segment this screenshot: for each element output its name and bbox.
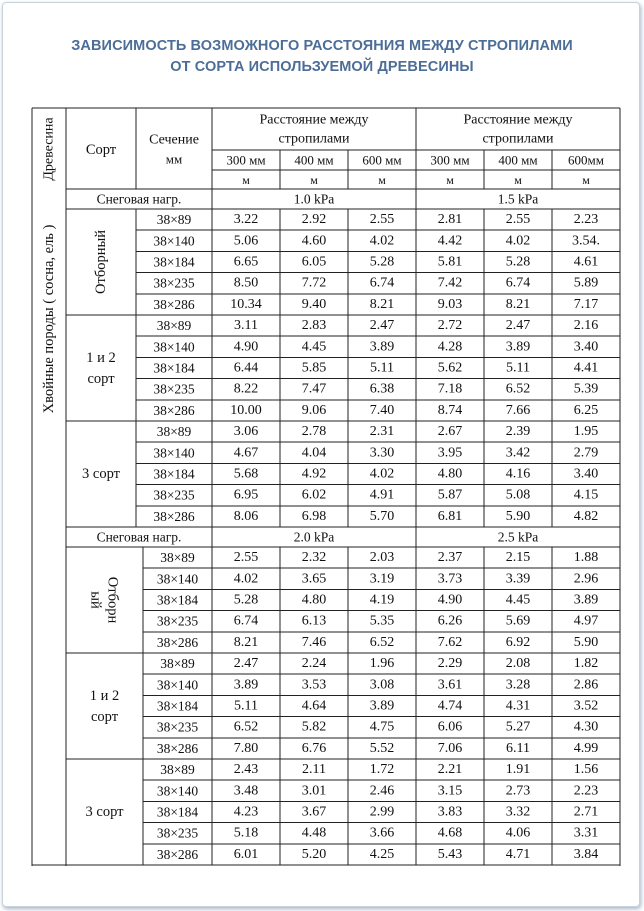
value-cell: 6.74 (505, 275, 531, 291)
section-cell: 38×184 (153, 360, 195, 376)
unit-label: м (242, 173, 250, 187)
value-cell: 4.90 (437, 592, 463, 608)
snow-load-value-right: 2.5 kPa (497, 529, 539, 545)
value-cell: 3.42 (505, 445, 531, 461)
value-cell: 4.04 (301, 445, 327, 461)
value-cell: 4.91 (369, 487, 395, 503)
title-line-2: ОТ СОРТА ИСПОЛЬЗУЕМОЙ ДРЕВЕСИНЫ (170, 59, 474, 75)
value-cell: 2.83 (301, 318, 327, 334)
value-cell: 7.66 (505, 402, 531, 418)
value-cell: 4.64 (301, 698, 327, 714)
value-cell: 2.67 (437, 424, 463, 440)
grade-label: 3 сорт (85, 804, 124, 820)
value-cell: 1.72 (369, 762, 395, 778)
section-cell: 38×89 (156, 318, 192, 334)
value-cell: 5.06 (233, 233, 259, 249)
value-cell: 2.21 (437, 762, 463, 778)
value-cell: 4.60 (301, 233, 327, 249)
value-cell: 5.11 (506, 360, 530, 376)
section-cell: 38×140 (153, 339, 195, 355)
value-cell: 5.89 (573, 275, 599, 291)
wood-header: Древесина (41, 117, 57, 181)
spacing-col-2: 400 мм (294, 152, 334, 168)
value-cell: 4.74 (437, 698, 463, 714)
value-cell: 7.72 (301, 275, 327, 291)
value-cell: 6.98 (301, 508, 327, 524)
spacing-col-1: 300 мм (226, 152, 266, 168)
value-cell: 5.43 (437, 846, 463, 862)
value-cell: 6.44 (233, 360, 259, 376)
section-cell: 38×89 (156, 424, 192, 440)
title-line-1: ЗАВИСИМОСТЬ ВОЗМОЖНОГО РАССТОЯНИЯ МЕЖДУ СТРОПИЛАМИ (71, 38, 573, 54)
section-header-line1: Сечение (149, 132, 199, 148)
value-cell: 5.68 (233, 466, 259, 482)
value-cell: 8.22 (233, 381, 259, 397)
value-cell: 6.81 (437, 508, 463, 524)
spacing-header-left-line2: стропилами (278, 131, 350, 147)
section-cell: 38×235 (156, 613, 199, 629)
section-cell: 38×140 (153, 445, 195, 461)
value-cell: 2.16 (573, 318, 599, 334)
value-cell: 3.48 (233, 783, 259, 799)
spacing-col-3: 600 мм (362, 152, 402, 168)
value-cell: 2.96 (573, 571, 599, 587)
value-cell: 8.21 (369, 296, 395, 312)
value-cell: 4.06 (505, 825, 531, 841)
value-cell: 2.43 (233, 762, 259, 778)
section-header-line2: мм (165, 151, 183, 167)
section-cell: 38×184 (153, 254, 195, 270)
grade-label-line1: Отборн (104, 576, 121, 624)
value-cell: 5.20 (301, 846, 327, 862)
value-cell: 2.71 (573, 804, 599, 820)
value-cell: 9.06 (301, 402, 327, 418)
section-cell: 38×140 (153, 233, 195, 249)
value-cell: 3.84 (573, 846, 599, 862)
value-cell: 5.27 (505, 719, 531, 735)
grade-label-line2: ый (87, 591, 104, 609)
value-cell: 5.39 (573, 381, 599, 397)
value-cell: 2.24 (301, 656, 327, 672)
species-label: Хвойные породы ( сосна, ель ) (41, 224, 57, 414)
value-cell: 4.02 (233, 571, 259, 587)
value-cell: 6.01 (233, 846, 259, 862)
value-cell: 3.28 (505, 677, 531, 693)
value-cell: 4.02 (505, 233, 531, 249)
section-cell: 38×184 (153, 466, 195, 482)
value-cell: 5.69 (505, 613, 531, 629)
value-cell: 2.86 (573, 677, 599, 693)
value-cell: 3.89 (369, 339, 395, 355)
value-cell: 6.95 (233, 487, 259, 503)
section-cell: 38×235 (153, 381, 195, 397)
value-cell: 10.34 (230, 296, 262, 312)
value-cell: 5.90 (573, 634, 599, 650)
value-cell: 6.26 (437, 613, 463, 629)
value-cell: 4.45 (505, 592, 531, 608)
value-cell: 3.66 (369, 825, 395, 841)
unit-label: м (582, 173, 590, 187)
value-cell: 5.52 (369, 740, 395, 756)
value-cell: 3.73 (437, 571, 463, 587)
table-cells (41, 113, 604, 862)
value-cell: 5.18 (233, 825, 259, 841)
value-cell: 2.55 (233, 550, 259, 566)
section-cell: 38×89 (156, 212, 192, 228)
snow-load-value-left: 2.0 kPa (293, 529, 335, 545)
value-cell: 7.17 (573, 296, 599, 312)
section-cell: 38×286 (153, 402, 195, 418)
value-cell: 6.52 (369, 634, 395, 650)
value-cell: 6.02 (301, 487, 327, 503)
section-cell: 38×235 (156, 719, 199, 735)
value-cell: 4.16 (505, 466, 531, 482)
value-cell: 2.73 (505, 783, 531, 799)
value-cell: 6.74 (233, 613, 259, 629)
value-cell: 3.89 (369, 698, 395, 714)
value-cell: 2.08 (505, 656, 531, 672)
value-cell: 2.55 (369, 212, 395, 228)
section-cell: 38×140 (156, 571, 199, 587)
value-cell: 3.19 (369, 571, 395, 587)
value-cell: 4.67 (233, 445, 259, 461)
value-cell: 4.90 (233, 339, 259, 355)
value-cell: 8.50 (233, 275, 259, 291)
value-cell: 7.40 (369, 402, 395, 418)
value-cell: 8.21 (233, 634, 259, 650)
value-cell: 3.01 (301, 783, 327, 799)
value-cell: 1.96 (369, 656, 395, 672)
section-cell: 38×184 (156, 592, 199, 608)
value-cell: 7.18 (437, 381, 463, 397)
value-cell: 1.56 (573, 762, 599, 778)
spacing-header-left-line1: Расстояние между (259, 112, 369, 128)
value-cell: 3.95 (437, 445, 463, 461)
value-cell: 4.42 (437, 233, 463, 249)
value-cell: 5.70 (369, 508, 395, 524)
section-cell: 38×235 (156, 825, 199, 841)
value-cell: 2.46 (369, 783, 395, 799)
value-cell: 3.30 (369, 445, 395, 461)
value-cell: 3.54. (572, 233, 600, 249)
value-cell: 2.92 (301, 212, 327, 228)
value-cell: 5.28 (505, 254, 531, 270)
value-cell: 3.61 (437, 677, 463, 693)
value-cell: 2.03 (369, 550, 395, 566)
value-cell: 4.80 (437, 466, 463, 482)
value-cell: 1.91 (505, 762, 531, 778)
value-cell: 5.87 (437, 487, 463, 503)
value-cell: 6.74 (369, 275, 395, 291)
value-cell: 4.15 (573, 487, 599, 503)
value-cell: 3.15 (437, 783, 463, 799)
value-cell: 6.92 (505, 634, 531, 650)
value-cell: 7.62 (437, 634, 463, 650)
grade-label-line2: сорт (87, 371, 115, 387)
spacing-header-right-line1: Расстояние между (463, 112, 573, 128)
value-cell: 4.99 (573, 740, 599, 756)
value-cell: 2.79 (573, 445, 599, 461)
value-cell: 7.06 (437, 740, 463, 756)
section-cell: 38×140 (156, 677, 199, 693)
value-cell: 8.06 (233, 508, 259, 524)
section-cell: 38×89 (160, 762, 195, 778)
spacing-col-5: 400 мм (498, 152, 538, 168)
value-cell: 6.06 (437, 719, 463, 735)
section-cell: 38×140 (156, 783, 199, 799)
section-cell: 38×184 (156, 698, 199, 714)
value-cell: 7.46 (301, 634, 327, 650)
grade-label-line2: сорт (90, 709, 119, 725)
value-cell: 4.82 (573, 508, 599, 524)
spacing-col-6: 600мм (568, 152, 604, 168)
grade-label: Отборный (93, 230, 109, 294)
value-cell: 4.48 (301, 825, 327, 841)
value-cell: 6.13 (301, 613, 327, 629)
unit-label: м (514, 173, 522, 187)
value-cell: 3.53 (301, 677, 327, 693)
grade-label-line1: 1 и 2 (89, 688, 120, 704)
value-cell: 3.39 (505, 571, 531, 587)
value-cell: 5.82 (301, 719, 327, 735)
value-cell: 4.41 (573, 360, 599, 376)
grade-label: 3 сорт (82, 466, 120, 482)
value-cell: 4.23 (233, 804, 259, 820)
value-cell: 4.75 (369, 719, 395, 735)
unit-label: м (310, 173, 318, 187)
value-cell: 2.37 (437, 550, 463, 566)
value-cell: 4.19 (369, 592, 395, 608)
value-cell: 5.85 (301, 360, 327, 376)
value-cell: 7.80 (233, 740, 259, 756)
grade-label-line1: 1 и 2 (86, 350, 116, 366)
value-cell: 4.97 (573, 613, 599, 629)
value-cell: 4.30 (573, 719, 599, 735)
value-cell: 4.80 (301, 592, 327, 608)
value-cell: 2.81 (437, 212, 463, 228)
value-cell: 5.62 (437, 360, 463, 376)
section-cell: 38×286 (153, 296, 195, 312)
value-cell: 8.74 (437, 402, 463, 418)
spacing-header-right-line2: стропилами (482, 131, 554, 147)
value-cell: 6.38 (369, 381, 395, 397)
snow-load-value-left: 1.0 kPa (293, 191, 335, 207)
value-cell: 4.45 (301, 339, 327, 355)
section-cell: 38×235 (153, 487, 195, 503)
value-cell: 7.47 (301, 381, 327, 397)
value-cell: 3.31 (573, 825, 599, 841)
value-cell: 2.11 (302, 762, 326, 778)
value-cell: 1.88 (573, 550, 599, 566)
value-cell: 3.11 (234, 318, 258, 334)
value-cell: 4.31 (505, 698, 531, 714)
value-cell: 4.28 (437, 339, 463, 355)
value-cell: 2.72 (437, 318, 463, 334)
value-cell: 2.29 (437, 656, 463, 672)
value-cell: 3.22 (233, 212, 259, 228)
value-cell: 9.03 (437, 296, 463, 312)
snow-load-value-right: 1.5 kPa (497, 191, 539, 207)
value-cell: 3.08 (369, 677, 395, 693)
value-cell: 2.23 (573, 212, 599, 228)
value-cell: 2.99 (369, 804, 395, 820)
value-cell: 3.40 (573, 466, 599, 482)
value-cell: 4.02 (369, 233, 395, 249)
value-cell: 4.02 (369, 466, 395, 482)
value-cell: 3.89 (505, 339, 531, 355)
value-cell: 3.89 (573, 592, 599, 608)
section-cell: 38×89 (160, 656, 195, 672)
value-cell: 6.11 (506, 740, 530, 756)
section-cell: 38×286 (156, 740, 199, 756)
value-cell: 3.32 (505, 804, 531, 820)
value-cell: 2.32 (301, 550, 327, 566)
value-cell: 4.71 (505, 846, 531, 862)
value-cell: 6.52 (505, 381, 531, 397)
spacing-col-4: 300 мм (430, 152, 470, 168)
value-cell: 2.23 (573, 783, 599, 799)
value-cell: 6.25 (573, 402, 599, 418)
value-cell: 2.47 (369, 318, 395, 334)
section-cell: 38×286 (156, 634, 199, 650)
value-cell: 5.81 (437, 254, 463, 270)
value-cell: 10.00 (230, 402, 262, 418)
value-cell: 6.65 (233, 254, 259, 270)
value-cell: 5.90 (505, 508, 531, 524)
section-cell: 38×89 (160, 550, 195, 566)
value-cell: 3.83 (437, 804, 463, 820)
value-cell: 5.11 (370, 360, 394, 376)
snow-load-label: Снеговая нагр. (96, 529, 182, 545)
value-cell: 5.28 (233, 592, 259, 608)
value-cell: 2.31 (369, 424, 395, 440)
value-cell: 5.08 (505, 487, 531, 503)
value-cell: 5.11 (234, 698, 258, 714)
value-cell: 3.40 (573, 339, 599, 355)
section-cell: 38×184 (156, 804, 199, 820)
value-cell: 2.47 (233, 656, 259, 672)
value-cell: 2.39 (505, 424, 531, 440)
value-cell: 4.61 (573, 254, 599, 270)
value-cell: 4.92 (301, 466, 327, 482)
value-cell: 6.05 (301, 254, 327, 270)
section-cell: 38×235 (153, 275, 195, 291)
value-cell: 8.21 (505, 296, 531, 312)
value-cell: 7.42 (437, 275, 463, 291)
section-cell: 38×286 (156, 846, 199, 862)
value-cell: 2.55 (505, 212, 531, 228)
value-cell: 4.25 (369, 846, 395, 862)
value-cell: 3.89 (233, 677, 259, 693)
unit-label: м (378, 173, 386, 187)
value-cell: 3.65 (301, 571, 327, 587)
value-cell: 6.76 (301, 740, 327, 756)
section-cell: 38×286 (153, 508, 195, 524)
value-cell: 1.82 (573, 656, 599, 672)
value-cell: 6.52 (233, 719, 259, 735)
value-cell: 2.15 (505, 550, 531, 566)
value-cell: 3.06 (233, 424, 259, 440)
value-cell: 3.52 (573, 698, 599, 714)
value-cell: 2.78 (301, 424, 327, 440)
value-cell: 5.35 (369, 613, 395, 629)
grade-header: Сорт (85, 142, 117, 158)
snow-load-label: Снеговая нагр. (96, 191, 182, 207)
value-cell: 9.40 (301, 296, 327, 312)
unit-label: м (446, 173, 454, 187)
value-cell: 2.47 (505, 318, 531, 334)
value-cell: 3.67 (301, 804, 327, 820)
value-cell: 5.28 (369, 254, 395, 270)
value-cell: 1.95 (573, 424, 599, 440)
value-cell: 4.68 (437, 825, 463, 841)
